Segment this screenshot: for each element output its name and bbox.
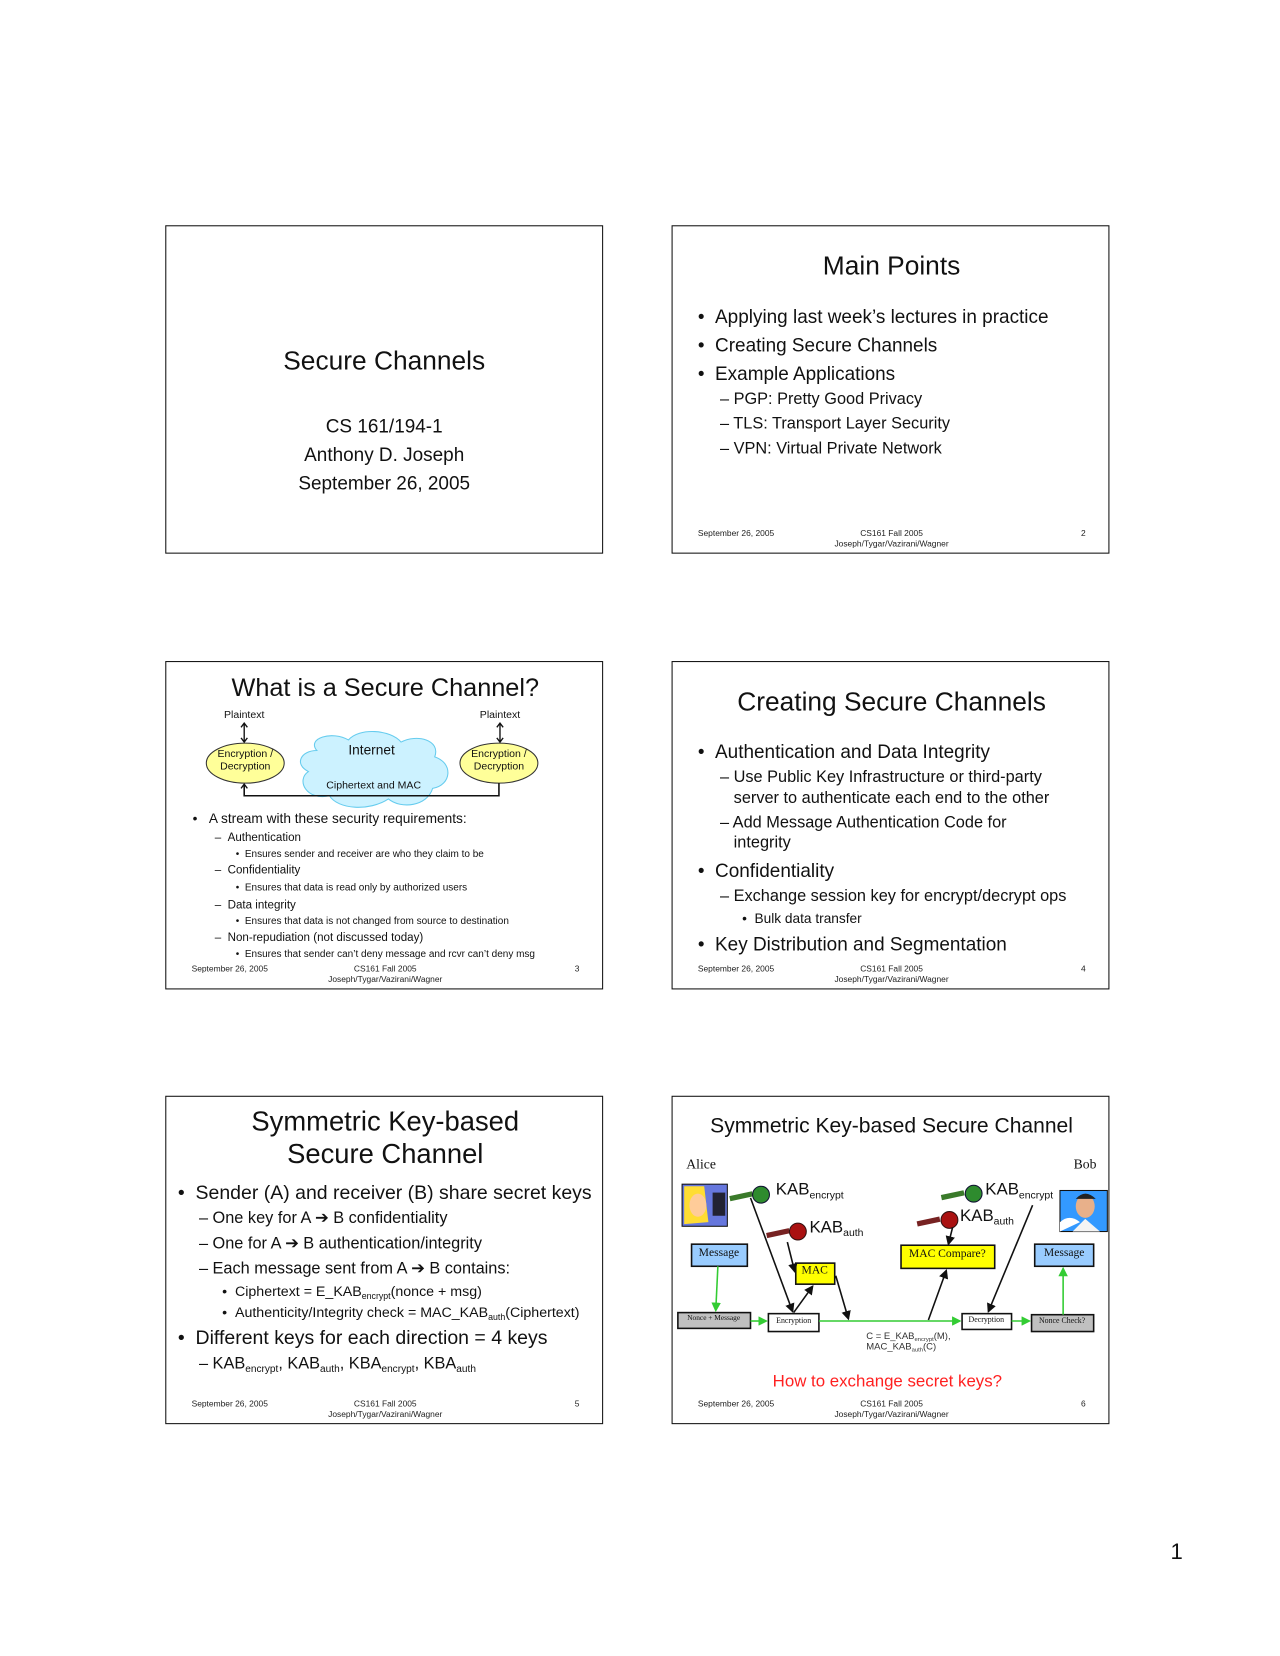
text: (C): [922, 1341, 937, 1352]
sub-sub-item: • Authenticity/Integrity check = $MAC\_KAB_{auth}(Ciphertext)$: [222, 1304, 580, 1322]
requirement-detail: • Ensures that sender can’t deny message and rcvr can’t deny msg: [235, 948, 536, 960]
bullet-item: • Different keys for each direction = 4 keys: [177, 1326, 548, 1349]
subscript: encrypt: [914, 1336, 934, 1344]
slide-6: [672, 1096, 1110, 1424]
text: (M),: [933, 1330, 951, 1342]
footer-date: September 26, 2005: [697, 528, 775, 538]
slide-number: 6: [1081, 1398, 1086, 1409]
encdec-label-right: [471, 748, 527, 773]
title-line1: Symmetric Key-based: [251, 1105, 520, 1137]
subscript: auth: [456, 1363, 476, 1376]
key-list: – $KAB_{encrypt}$, $KAB_{auth}$, $KBA_{encrypt}$, $KBA_{auth}$: [198, 1354, 476, 1376]
dash: –: [198, 1354, 213, 1373]
green-key-icon: [941, 1185, 982, 1202]
mac-label: MAC: [801, 1264, 828, 1277]
requirement: – Authentication: [214, 831, 301, 845]
bullet-item: • Creating Secure Channels: [697, 334, 938, 356]
mac-compare-label: MAC Compare?: [908, 1247, 986, 1260]
sub-item: – Use Public Key Infrastructure or third-party: [719, 768, 1042, 787]
requirement: – Confidentiality: [214, 864, 301, 877]
key: KBA: [423, 1354, 457, 1373]
requirement-detail: • Ensures sender and receiver are who they claim to be: [235, 848, 484, 860]
slide-number: 3: [574, 964, 580, 974]
detail-text: Ensures that data is read only by authorized users: [244, 882, 468, 894]
text: (Ciphertext): [505, 1304, 580, 1320]
requirement-detail: • Ensures that data is read only by authorized users: [235, 882, 468, 894]
key-name: KAB: [985, 1181, 1019, 1199]
key-name: KAB: [959, 1207, 994, 1226]
footer-course: CS161 Fall 2005: [353, 964, 417, 974]
bullet-text: Authentication and Data Integrity: [715, 741, 990, 763]
bullet-item: • Key Distribution and Segmentation: [697, 933, 1007, 955]
encryption-label: Encryption: [776, 1315, 812, 1326]
bullet-item: • A stream with these security requirements:: [192, 810, 467, 827]
bob-label: Bob: [1073, 1155, 1097, 1172]
encdec-line1: Encryption /: [471, 748, 527, 760]
nonce-message-label: Nonce + Message: [687, 1313, 741, 1323]
kab-auth-label-bob: [960, 1207, 1014, 1226]
key-name: KAB: [809, 1218, 844, 1237]
title-line2: Secure Channel: [287, 1137, 484, 1170]
slide-title: Main Points: [822, 251, 961, 282]
sub-item: – Exchange session key for encrypt/decrypt ops: [719, 887, 1067, 906]
text: Authenticity/Integrity check = MAC_KAB: [234, 1304, 489, 1320]
sub-item: – Add Message Authentication Code for: [719, 813, 1007, 832]
slide-number: 2: [1081, 528, 1086, 538]
requirement-label: Confidentiality: [227, 864, 301, 877]
slide-number: 5: [574, 1398, 580, 1409]
footer-authors: Joseph/Tygar/Vazirani/Wagner: [834, 974, 949, 985]
footer-date: September 26, 2005: [191, 1398, 268, 1409]
bullet-item: • Confidentiality: [697, 859, 835, 882]
text: Ciphertext = E_KAB: [234, 1283, 362, 1299]
footer-course: CS161 Fall 2005: [353, 1398, 417, 1409]
plaintext-label-right: Plaintext: [479, 709, 521, 722]
slide-title: [251, 1105, 519, 1170]
key-exchange-question: How to exchange secret keys?: [772, 1372, 1003, 1391]
detail-text: Ensures that sender can’t deny message and rcvr can’t deny msg: [244, 948, 536, 960]
detail-text: Ensures that data is not changed from source to destination: [244, 915, 509, 928]
bullet-text: Confidentiality: [715, 859, 835, 882]
bullet-item: • Sender (A) and receiver (B) share secret keys: [177, 1181, 592, 1204]
key: KAB: [287, 1354, 321, 1373]
encdec-line1: Encryption /: [217, 748, 274, 760]
encdec-line2: Decryption: [473, 761, 525, 773]
encdec-label-left: [217, 748, 273, 773]
bullet-text: Key Distribution and Segmentation: [715, 933, 1007, 955]
bullet-text: Creating Secure Channels: [715, 334, 938, 356]
requirement-label: Authentication: [227, 831, 301, 845]
lecture-date: September 26, 2005: [298, 472, 471, 494]
red-key-icon: [917, 1212, 958, 1229]
requirement-label: Data integrity: [227, 898, 296, 912]
slide-2: [672, 225, 1110, 553]
course-number: CS 161/194-1: [325, 415, 443, 437]
slide-3: [165, 661, 603, 989]
subscript: auth: [911, 1347, 923, 1354]
footer-date: September 26, 2005: [191, 964, 268, 974]
footer-course: CS161 Fall 2005: [860, 1398, 923, 1409]
footer-authors: Joseph/Tygar/Vazirani/Wagner: [834, 538, 949, 549]
requirement: – Data integrity: [214, 898, 296, 912]
requirement-label: Non-repudiation (not discussed today): [227, 931, 424, 945]
sub-sub-item: • Ciphertext = $E\_KAB_{encrypt}(nonce + msg)$: [222, 1283, 482, 1301]
encdec-line2: Decryption: [220, 761, 271, 773]
key: KBA: [348, 1354, 382, 1373]
bullet-item: • Example Applications: [697, 363, 896, 385]
subscript: auth: [320, 1363, 340, 1376]
subscript: auth: [993, 1216, 1014, 1228]
ciphertext-formula: [866, 1330, 951, 1354]
slide-title: What is a Secure Channel?: [231, 673, 540, 703]
green-key-icon: [729, 1186, 769, 1203]
author-name: Anthony D. Joseph: [304, 444, 465, 466]
bullet-item: • Authentication and Data Integrity: [697, 741, 990, 763]
footer-authors: Joseph/Tygar/Vazirani/Wagner: [834, 1409, 949, 1419]
kab-auth-label: [809, 1219, 863, 1238]
footer-course: CS161 Fall 2005: [860, 964, 923, 974]
subscript: encrypt: [1018, 1189, 1054, 1202]
bullet-text: Example Applications: [715, 363, 896, 385]
sub-item: – TLS: Transport Layer Security: [719, 414, 951, 433]
requirement: – Non-repudiation (not discussed today): [214, 931, 424, 945]
page-number: 1: [1170, 1539, 1183, 1565]
sub-item: – One for A ➔ B authentication/integrity: [198, 1234, 482, 1253]
text: MAC_KAB: [866, 1341, 912, 1352]
slide-title: Secure Channels: [283, 346, 486, 376]
sub-item-cont: integrity: [733, 833, 791, 852]
bullet-text: Applying last week’s lectures in practice: [715, 306, 1049, 328]
internet-label: Internet: [348, 742, 395, 758]
ciphertext-label: Ciphertext and MAC: [326, 779, 422, 792]
slide-title: Symmetric Key-based Secure Channel: [710, 1114, 1073, 1138]
subscript: encrypt: [245, 1363, 279, 1376]
kab-encrypt-label: [776, 1181, 844, 1200]
sub-sub-item: • Bulk data transfer: [742, 910, 862, 927]
subscript: auth: [488, 1311, 506, 1322]
bullet-text: Different keys for each direction = 4 keys: [195, 1326, 548, 1349]
footer-date: September 26, 2005: [697, 1398, 775, 1409]
red-key-icon: [766, 1223, 806, 1240]
detail-text: Ensures sender and receiver are who they claim to be: [244, 848, 484, 860]
key-name: KAB: [775, 1181, 810, 1199]
footer-authors: Joseph/Tygar/Vazirani/Wagner: [328, 1409, 443, 1419]
subscript: encrypt: [381, 1363, 415, 1376]
kab-encrypt-label-bob: [985, 1181, 1053, 1200]
alice-avatar-icon: [682, 1184, 727, 1226]
slide-5: [165, 1096, 603, 1424]
bob-message-label: Message: [1043, 1246, 1085, 1259]
requirement-detail: • Ensures that data is not changed from source to destination: [235, 915, 509, 928]
slide-number: 4: [1081, 964, 1086, 974]
slide-title: Creating Secure Channels: [737, 687, 1046, 717]
slide-4: [672, 661, 1110, 989]
footer-authors: Joseph/Tygar/Vazirani/Wagner: [328, 974, 443, 985]
alice-message-label: Message: [698, 1246, 740, 1259]
data-flow-arrows: [716, 1266, 1063, 1321]
text: (nonce + msg): [390, 1283, 482, 1299]
sub-item: – One key for A ➔ B confidentiality: [198, 1209, 448, 1228]
footer-date: September 26, 2005: [697, 964, 775, 974]
plaintext-label-left: Plaintext: [224, 709, 265, 722]
bullet-text: A stream with these security requirements:: [208, 810, 467, 827]
sub-item: – PGP: Pretty Good Privacy: [719, 390, 923, 409]
key: KAB: [212, 1354, 246, 1373]
bullet-item: • Applying last week’s lectures in practice: [697, 306, 1049, 328]
footer-course: CS161 Fall 2005: [860, 528, 923, 538]
bullet-text: Sender (A) and receiver (B) share secret keys: [195, 1181, 592, 1204]
subscript: auth: [843, 1227, 864, 1240]
bob-avatar-icon: [1060, 1190, 1107, 1231]
subscript: encrypt: [361, 1290, 391, 1301]
sub-item-cont: server to authenticate each end to the other: [733, 789, 1050, 808]
nonce-check-label: Nonce Check?: [1038, 1315, 1086, 1326]
sub-item: – VPN: Virtual Private Network: [719, 439, 942, 458]
decryption-label: Decryption: [968, 1314, 1005, 1325]
text: C = E_KAB: [866, 1330, 915, 1342]
alice-label: Alice: [686, 1155, 716, 1172]
sub-sub-text: Bulk data transfer: [754, 910, 862, 927]
slide-1: [165, 225, 603, 553]
subscript: encrypt: [809, 1189, 844, 1202]
sub-item: – Each message sent from A ➔ B contains:: [198, 1259, 511, 1278]
